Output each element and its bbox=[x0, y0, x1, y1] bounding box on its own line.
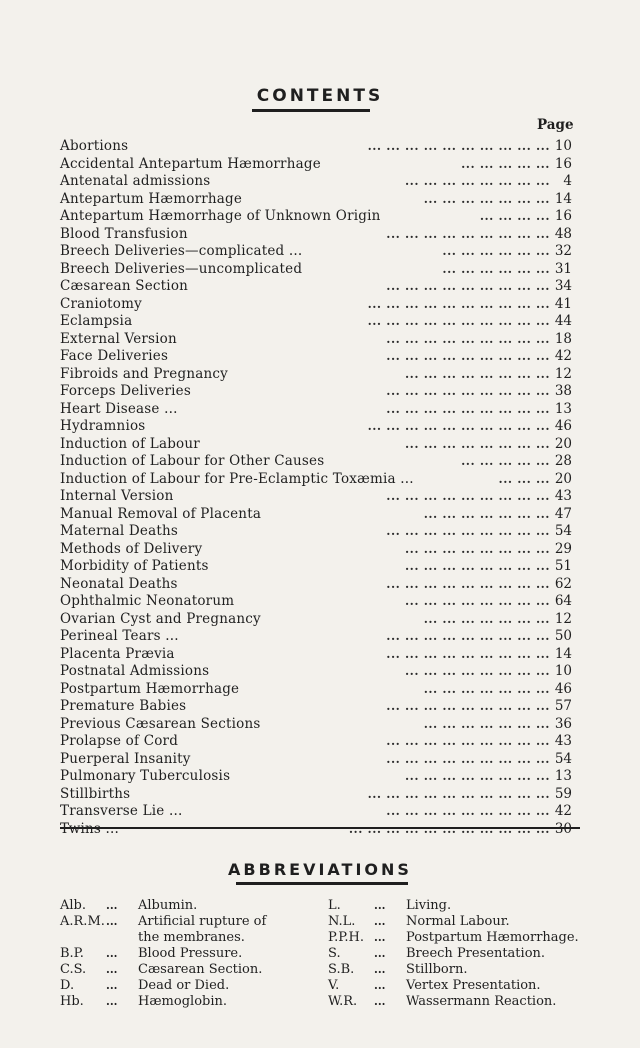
toc-entry-page: 14 bbox=[554, 645, 572, 662]
toc-entry-page: 41 bbox=[554, 295, 572, 312]
toc-entry-title: Premature Babies bbox=[60, 698, 187, 714]
toc-entry bbox=[60, 453, 580, 471]
toc-entry bbox=[60, 786, 580, 804]
toc-entry bbox=[60, 383, 580, 401]
toc-entry-page: 43 bbox=[554, 733, 572, 749]
table-of-contents bbox=[60, 138, 580, 838]
toc-entry-page: 44 bbox=[554, 313, 572, 329]
toc-dot-leader: ... ... ... ... ... ... bbox=[442, 244, 550, 258]
toc-dot-leader: ... ... ... ... ... ... ... ... ... ... bbox=[367, 296, 550, 311]
toc-entry-title: Induction of Labour for Pre-Eclamptic Toxæmia ... bbox=[60, 470, 414, 487]
toc-entry bbox=[60, 628, 580, 646]
toc-entry-title: Craniotomy bbox=[60, 295, 142, 312]
toc-entry bbox=[60, 716, 580, 734]
toc-entry-page: 13 bbox=[554, 768, 572, 784]
toc-entry-title: Heart Disease ... bbox=[60, 400, 178, 417]
abbreviation-row bbox=[60, 898, 278, 914]
toc-dot-leader: ... ... ... ... ... ... ... ... ... bbox=[386, 524, 550, 538]
toc-entry-title: Pulmonary Tuberculosis bbox=[60, 768, 231, 784]
abbreviation-term: V. bbox=[328, 978, 340, 993]
toc-entry bbox=[60, 173, 580, 191]
toc-entry-page: 18 bbox=[554, 330, 572, 347]
abbreviation-term: C.S. bbox=[60, 962, 87, 977]
abbreviation-separator: ... bbox=[374, 995, 386, 1008]
abbreviation-meaning: Hæmoglobin. bbox=[138, 994, 228, 1009]
toc-entry-page: 31 bbox=[554, 260, 572, 277]
toc-entry-page: 54 bbox=[554, 750, 572, 767]
abbreviation-meaning: Normal Labour. bbox=[406, 914, 510, 929]
toc-dot-leader: ... ... ... ... ... bbox=[461, 156, 550, 171]
toc-entry-page: 42 bbox=[554, 348, 572, 364]
toc-entry bbox=[60, 768, 580, 786]
toc-entry-page: 10 bbox=[554, 138, 572, 154]
toc-entry bbox=[60, 243, 580, 261]
toc-entry-title: Blood Transfusion bbox=[60, 225, 188, 242]
toc-entry-title: Accidental Antepartum Hæmorrhage bbox=[60, 155, 321, 172]
toc-dot-leader: ... ... ... ... ... ... ... ... ... bbox=[386, 226, 550, 241]
toc-entry-page: 57 bbox=[554, 698, 572, 714]
toc-dot-leader: ... ... ... ... bbox=[479, 209, 550, 223]
toc-dot-leader: ... ... ... ... ... ... ... ... bbox=[404, 769, 550, 783]
abbreviation-meaning: Breech Presentation. bbox=[406, 946, 546, 961]
toc-entry bbox=[60, 313, 580, 331]
toc-dot-leader: ... ... ... ... ... ... ... ... bbox=[404, 594, 550, 608]
toc-entry-title: Placenta Prævia bbox=[60, 645, 175, 662]
toc-entry-page: 29 bbox=[554, 540, 572, 557]
abbreviation-term: S.B. bbox=[328, 962, 355, 977]
toc-entry-title: Perineal Tears ... bbox=[60, 628, 179, 644]
abbreviation-term: N.L. bbox=[328, 914, 356, 929]
toc-entry bbox=[60, 331, 580, 349]
abbreviation-row bbox=[60, 914, 278, 946]
abbreviations-right-column bbox=[328, 898, 579, 1010]
toc-entry bbox=[60, 208, 580, 226]
abbreviation-row bbox=[328, 930, 579, 946]
toc-dot-leader: ... ... ... ... ... ... ... ... bbox=[404, 541, 550, 556]
toc-entry-page: 12 bbox=[554, 610, 572, 627]
toc-entry bbox=[60, 366, 580, 384]
toc-entry-page: 16 bbox=[554, 155, 572, 172]
toc-entry bbox=[60, 821, 580, 839]
abbreviation-term: S. bbox=[328, 946, 341, 961]
toc-entry-page: 10 bbox=[554, 663, 572, 679]
toc-entry-title: Ovarian Cyst and Pregnancy bbox=[60, 610, 261, 627]
toc-entry-page: 12 bbox=[554, 365, 572, 382]
toc-dot-leader bbox=[349, 821, 550, 839]
toc-entry-title: Transverse Lie ... bbox=[60, 803, 183, 819]
toc-dot-leader: ... ... ... ... ... ... ... ... ... bbox=[386, 804, 550, 818]
toc-dot-leader: ... ... ... ... ... ... ... bbox=[423, 506, 550, 521]
toc-entry bbox=[60, 733, 580, 751]
toc-entry-page: 43 bbox=[554, 488, 572, 504]
toc-entry bbox=[60, 278, 580, 296]
toc-entry-title: Induction of Labour for Other Causes bbox=[60, 453, 325, 469]
toc-entry bbox=[60, 646, 580, 664]
abbreviation-row bbox=[328, 962, 579, 978]
toc-entry-title: Stillbirths bbox=[60, 785, 131, 802]
toc-entry-page: 28 bbox=[554, 453, 572, 469]
toc-entry-title: Previous Cæsarean Sections bbox=[60, 715, 261, 732]
toc-entry bbox=[60, 576, 580, 594]
abbreviation-separator: ... bbox=[374, 979, 386, 992]
abbreviation-separator: ... bbox=[374, 963, 386, 976]
abbreviation-meaning: Living. bbox=[406, 898, 452, 913]
abbreviation-separator: ... bbox=[374, 899, 386, 912]
toc-entry-page: 64 bbox=[554, 593, 572, 609]
toc-entry-title: Puerperal Insanity bbox=[60, 750, 191, 767]
toc-dot-leader: ... ... ... ... ... ... ... ... ... ... bbox=[367, 419, 550, 433]
toc-entry-page: 4 bbox=[563, 173, 572, 189]
abbreviation-meaning: Artificial rupture of the membranes. bbox=[138, 914, 267, 945]
abbreviation-separator: ... bbox=[106, 963, 118, 976]
toc-dot-leader: ... ... ... ... ... ... ... bbox=[423, 681, 550, 696]
toc-entry bbox=[60, 191, 580, 209]
toc-entry bbox=[60, 803, 580, 821]
toc-entry-title: Abortions bbox=[60, 138, 129, 154]
abbreviation-term: Hb. bbox=[60, 994, 84, 1009]
toc-entry-title: Forceps Deliveries bbox=[60, 383, 191, 399]
toc-dot-leader: ... ... ... ... ... ... ... ... ... bbox=[386, 629, 550, 643]
toc-entry-title: Antepartum Hæmorrhage bbox=[60, 190, 243, 207]
toc-entry-page: 16 bbox=[554, 208, 572, 224]
abbreviation-separator: ... bbox=[106, 995, 118, 1008]
abbreviation-separator: ... bbox=[374, 931, 386, 944]
toc-entry bbox=[60, 663, 580, 681]
abbreviation-meaning: Wassermann Reaction. bbox=[406, 994, 557, 1009]
toc-entry-title: Methods of Delivery bbox=[60, 540, 203, 557]
toc-entry bbox=[60, 506, 580, 524]
toc-entry-page: 34 bbox=[554, 278, 572, 294]
toc-dot-leader: ... ... ... ... ... ... ... ... bbox=[404, 174, 550, 188]
toc-entry bbox=[60, 296, 580, 314]
toc-dot-leader: ... ... ... ... ... ... ... ... ... bbox=[386, 699, 550, 713]
toc-entry-page: 48 bbox=[554, 225, 572, 242]
abbreviation-meaning: Vertex Presentation. bbox=[406, 978, 541, 993]
toc-entry-title: Breech Deliveries—complicated ... bbox=[60, 243, 303, 259]
toc-entry-page: 46 bbox=[554, 680, 572, 697]
abbreviation-meaning: Dead or Died. bbox=[138, 978, 230, 993]
abbreviation-meaning: Postpartum Hæmorrhage. bbox=[406, 930, 579, 945]
toc-entry-title: Postpartum Hæmorrhage bbox=[60, 680, 240, 697]
toc-dot-leader: ... ... ... ... ... ... ... ... ... bbox=[386, 331, 550, 346]
toc-dot-leader: ... ... ... ... ... ... ... ... ... bbox=[386, 401, 550, 416]
toc-dot-leader: ... ... ... ... ... ... ... ... ... bbox=[386, 279, 550, 293]
abbreviation-row bbox=[60, 994, 278, 1010]
toc-entry-title: Face Deliveries bbox=[60, 348, 169, 364]
section-divider bbox=[60, 827, 580, 829]
abbreviation-term: W.R. bbox=[328, 994, 358, 1009]
toc-entry bbox=[60, 681, 580, 699]
toc-dot-leader: ... ... ... ... ... ... ... ... ... bbox=[386, 751, 550, 766]
toc-entry-page: 51 bbox=[554, 558, 572, 574]
toc-entry-page: 62 bbox=[554, 575, 572, 592]
toc-dot-leader: ... ... ... ... ... ... ... ... ... bbox=[386, 349, 550, 363]
toc-entry-title: Maternal Deaths bbox=[60, 523, 179, 539]
toc-entry-page: 54 bbox=[554, 523, 572, 539]
contents-heading: CONTENTS bbox=[256, 86, 384, 106]
toc-dot-leader: ... ... ... ... ... ... ... ... ... ... bbox=[367, 786, 550, 801]
toc-entry bbox=[60, 261, 580, 279]
abbreviation-separator: ... bbox=[106, 979, 118, 992]
toc-dot-leader: ... ... ... ... ... ... ... bbox=[423, 716, 550, 731]
abbreviation-term: D. bbox=[60, 978, 75, 993]
abbreviation-separator: ... bbox=[106, 899, 118, 912]
toc-entry-page: 36 bbox=[554, 715, 572, 732]
toc-entry bbox=[60, 523, 580, 541]
toc-entry-page bbox=[548, 821, 572, 839]
toc-entry-title: External Version bbox=[60, 330, 177, 347]
toc-entry-page: 13 bbox=[554, 400, 572, 417]
toc-entry bbox=[60, 488, 580, 506]
abbreviation-row bbox=[60, 962, 278, 978]
abbreviation-meaning: Blood Pressure. bbox=[138, 946, 243, 961]
toc-entry-title: Manual Removal of Placenta bbox=[60, 505, 262, 522]
toc-entry-title: Antenatal admissions bbox=[60, 173, 211, 189]
toc-dot-leader: ... ... ... ... ... ... ... ... bbox=[404, 366, 550, 381]
toc-entry bbox=[60, 401, 580, 419]
toc-entry-title: Breech Deliveries—uncomplicated bbox=[60, 260, 303, 277]
toc-entry-page: 46 bbox=[554, 418, 572, 434]
toc-entry-title: Morbidity of Patients bbox=[60, 558, 209, 574]
toc-entry bbox=[60, 138, 580, 156]
toc-entry-title: Ophthalmic Neonatorum bbox=[60, 593, 235, 609]
abbreviation-term: B.P. bbox=[60, 946, 84, 961]
abbreviation-separator: ... bbox=[374, 947, 386, 960]
abbreviation-row bbox=[60, 978, 278, 994]
abbreviation-row bbox=[328, 946, 579, 962]
toc-entry-page: 32 bbox=[554, 243, 572, 259]
toc-entry-title: Postnatal Admissions bbox=[60, 663, 210, 679]
toc-entry bbox=[60, 226, 580, 244]
abbreviation-term: L. bbox=[328, 898, 341, 913]
toc-dot-leader: ... ... ... ... ... ... ... ... ... ... bbox=[367, 139, 550, 153]
toc-entry bbox=[60, 611, 580, 629]
toc-entry-title: Neonatal Deaths bbox=[60, 575, 178, 592]
toc-entry bbox=[60, 471, 580, 489]
toc-dot-leader: ... ... ... ... ... ... ... ... ... bbox=[386, 489, 550, 503]
abbreviation-row bbox=[328, 978, 579, 994]
toc-dot-leader: ... ... ... ... ... ... bbox=[442, 261, 550, 276]
abbreviation-meaning: Stillborn. bbox=[406, 962, 468, 977]
abbreviation-meaning: Cæsarean Section. bbox=[138, 962, 263, 977]
abbreviation-separator: ... bbox=[374, 915, 386, 928]
toc-entry-title: Induction of Labour bbox=[60, 435, 200, 452]
toc-entry bbox=[60, 593, 580, 611]
toc-dot-leader: ... ... ... ... ... ... ... ... bbox=[404, 664, 550, 678]
toc-dot-leader: ... ... ... ... ... ... ... bbox=[423, 191, 550, 206]
toc-entry-page: 42 bbox=[554, 803, 572, 819]
toc-entry-page: 14 bbox=[554, 190, 572, 207]
toc-dot-leader: ... ... ... ... ... bbox=[461, 454, 550, 468]
abbreviation-separator: ... bbox=[106, 947, 118, 960]
contents-heading-underline bbox=[252, 109, 370, 112]
page-column-header: Page bbox=[537, 117, 574, 133]
toc-dot-leader: ... ... ... ... ... ... ... ... bbox=[404, 559, 550, 573]
toc-dot-leader: ... ... ... ... ... ... ... ... ... bbox=[386, 646, 550, 661]
toc-dot-leader: ... ... ... ... ... ... ... ... bbox=[404, 436, 550, 451]
toc-entry-page: 20 bbox=[554, 470, 572, 487]
abbreviation-row bbox=[328, 994, 579, 1010]
toc-entry-title: Fibroids and Pregnancy bbox=[60, 365, 228, 382]
abbreviations-heading: ABBREVIATIONS bbox=[228, 860, 412, 879]
abbreviation-meaning: Albumin. bbox=[138, 898, 198, 913]
abbreviation-term: P.P.H. bbox=[328, 930, 364, 945]
toc-entry-page: 59 bbox=[554, 785, 572, 802]
toc-entry-title: Eclampsia bbox=[60, 313, 133, 329]
toc-entry-title: Prolapse of Cord bbox=[60, 733, 179, 749]
toc-entry bbox=[60, 558, 580, 576]
toc-entry-title: Cæsarean Section bbox=[60, 278, 189, 294]
toc-entry bbox=[60, 541, 580, 559]
toc-entry-title: Hydramnios bbox=[60, 418, 146, 434]
toc-dot-leader: ... ... ... ... ... ... ... ... ... bbox=[386, 384, 550, 398]
toc-entry bbox=[60, 418, 580, 436]
abbreviation-separator: ... bbox=[106, 915, 118, 928]
toc-dot-leader: ... ... ... ... ... ... ... bbox=[423, 611, 550, 626]
abbreviation-row bbox=[328, 914, 579, 930]
abbreviation-row bbox=[60, 946, 278, 962]
abbreviations-left-column bbox=[60, 898, 278, 1010]
toc-entry-page: 20 bbox=[554, 435, 572, 452]
toc-entry-title: Antepartum Hæmorrhage of Unknown Origin bbox=[60, 208, 381, 224]
abbreviations-heading-underline bbox=[236, 882, 408, 885]
toc-dot-leader: ... ... ... ... ... ... ... ... ... ... bbox=[367, 314, 550, 328]
abbreviation-term: A.R.M. bbox=[60, 914, 105, 929]
toc-entry-title bbox=[60, 821, 119, 839]
toc-entry bbox=[60, 436, 580, 454]
toc-dot-leader: ... ... ... ... ... ... ... ... ... bbox=[386, 576, 550, 591]
toc-dot-leader: ... ... ... bbox=[498, 471, 550, 486]
toc-entry-title: Internal Version bbox=[60, 488, 174, 504]
toc-entry bbox=[60, 348, 580, 366]
toc-entry bbox=[60, 156, 580, 174]
toc-entry-page: 47 bbox=[554, 505, 572, 522]
toc-entry-page: 50 bbox=[554, 628, 572, 644]
toc-entry bbox=[60, 698, 580, 716]
toc-dot-leader: ... ... ... ... ... ... ... ... ... bbox=[386, 734, 550, 748]
abbreviation-term: Alb. bbox=[60, 898, 86, 913]
toc-entry-page: 38 bbox=[554, 383, 572, 399]
toc-entry bbox=[60, 751, 580, 769]
abbreviation-row bbox=[328, 898, 579, 914]
